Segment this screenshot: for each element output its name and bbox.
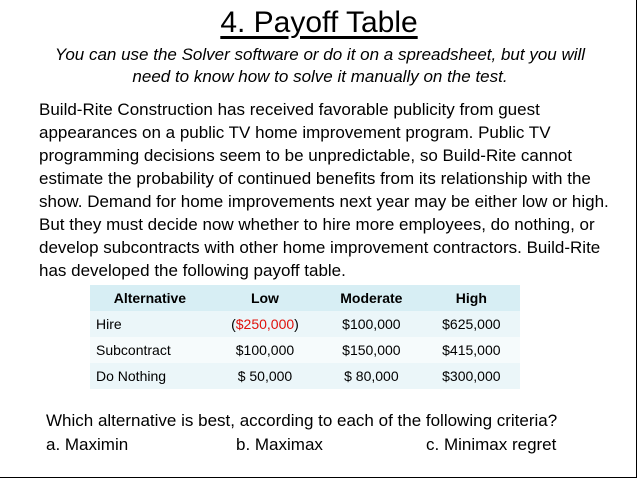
header-low: Low [210, 285, 320, 311]
row-hire-moderate: $100,000 [320, 311, 423, 337]
page-title: 4. Payoff Table [220, 6, 418, 39]
row-hire-high: $625,000 [423, 311, 520, 337]
problem-paragraph: Build-Rite Construction has received favorable publicity from guest appearances on a public TV home improvement program. Public TV programming decisions seem to be unpredictable, so Build-Rite cannot estimate the probability of continued benefits from its relationship with the show. Demand for home improvements next year may be either low or high. But they must decide now whether to hire more employees, do nothing, or develop subcontracts with other home improvement contractors. Build-Rite has developed the following payoff table. [39, 100, 609, 280]
paren-close: ) [294, 316, 299, 332]
table-row [90, 311, 520, 337]
row-donothing-low: $ 50,000 [210, 363, 320, 389]
table-row [90, 337, 520, 363]
header-alternative: Alternative [90, 285, 210, 311]
criterion-minimax-regret: c. Minimax regret [426, 435, 557, 454]
table-header-row [90, 285, 520, 311]
row-donothing-high: $300,000 [423, 363, 520, 389]
row-subcontract-alternative: Subcontract [90, 337, 210, 363]
paren-open: ( [231, 316, 236, 332]
row-subcontract-low: $100,000 [210, 337, 320, 363]
criterion-maximax: b. Maximax [236, 435, 323, 454]
row-hire-alternative: Hire [90, 311, 210, 337]
row-donothing-alternative: Do Nothing [90, 363, 210, 389]
criterion-maximin: a. Maximin [46, 435, 129, 454]
table-row [90, 363, 520, 389]
row-subcontract-moderate: $150,000 [320, 337, 423, 363]
question-text: Which alternative is best, according to each of the following criteria? [46, 411, 558, 430]
negative-value: $250,000 [235, 316, 295, 332]
row-donothing-moderate: $ 80,000 [320, 363, 423, 389]
problem-description [39, 98, 629, 282]
payoff-table [90, 285, 520, 389]
row-hire-low [210, 311, 320, 337]
row-subcontract-high: $415,000 [423, 337, 520, 363]
subtitle: You can use the Solver software or do it on a spreadsheet, but you will need to know how to solve it manually on the test. [54, 45, 586, 86]
header-high: High [423, 285, 520, 311]
header-moderate: Moderate [320, 285, 423, 311]
